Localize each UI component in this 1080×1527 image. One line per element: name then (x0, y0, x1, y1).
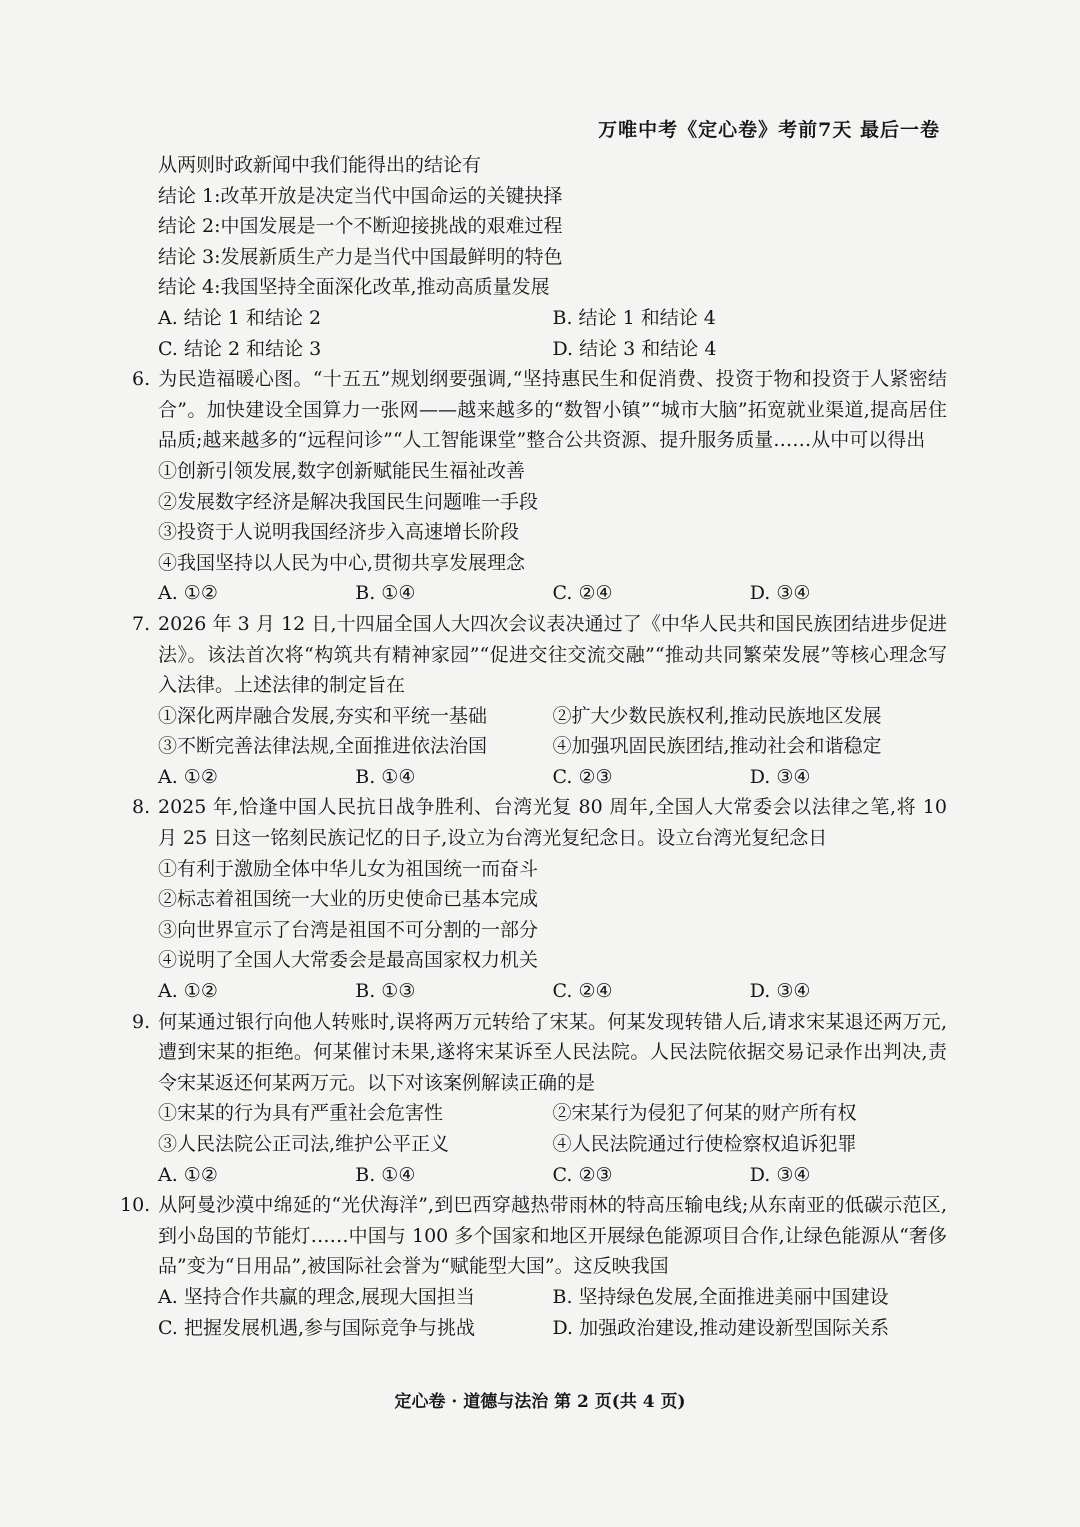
options-row (132, 334, 947, 365)
option-c: C. 把握发展机遇,参与国际竞争与挑战 (158, 1316, 475, 1339)
page-footer: 定心卷 · 道德与法治 第 2 页(共 4 页) (394, 1392, 686, 1412)
question-5 (132, 150, 947, 364)
statements-row (132, 1098, 947, 1129)
question-stem (132, 609, 947, 701)
question-text: 从阿曼沙漠中绵延的“光伏海洋”,到巴西穿越热带雨林的特高压输电线;从东南亚的低碳示范区,到小岛国的节能灯……中国与 100 多个国家和地区开展绿色能源项目合作,让绿色能源从“奢侈品”变为“日用品”,被国际社会誉为“赋能型大国”。这反映我国 (158, 1194, 947, 1278)
exam-content (120, 150, 947, 1343)
statement-item: ②发展数字经济是解决我国民生问题唯一手段 (158, 490, 539, 513)
question-8 (132, 792, 947, 1006)
option-b: B. ①④ (355, 1163, 416, 1186)
options-row (132, 976, 947, 1007)
statement-item: 结论 4:我国坚持全面深化改革,推动高质量发展 (158, 276, 550, 299)
options-row (132, 1160, 947, 1191)
question-stem (132, 364, 947, 456)
statement-item: ①创新引领发展,数字创新赋能民生福祉改善 (158, 459, 526, 482)
option-a: A. 坚持合作共赢的理念,展现大国担当 (158, 1285, 475, 1308)
statements-row (132, 1129, 947, 1160)
option-d: D. ③④ (749, 1163, 811, 1186)
options-row (132, 1313, 947, 1344)
options-row (132, 303, 947, 334)
question-9 (132, 1007, 947, 1191)
question-stem (132, 1007, 947, 1099)
statement-item: ④我国坚持以人民为中心,贯彻共享发展理念 (158, 551, 526, 574)
option-b: B. ①③ (355, 980, 416, 1003)
question-6 (132, 364, 947, 609)
option-d: D. ③④ (749, 980, 811, 1003)
statement-item: ③人民法院公正司法,维护公平正义 (158, 1133, 450, 1155)
question-number: 9. (132, 1010, 151, 1033)
question-text: 为民造福暖心图。“十五五”规划纲要强调,“坚持惠民生和促消费、投资于物和投资于人紧密结合”。加快建设全国算力一张网——越来越多的“数智小镇”“城市大脑”拓宽就业渠道,提高居住品质;越来越多的“远程问诊”“人工智能课堂”整合公共资源、提升服务质量……从中可以得出 (158, 368, 947, 452)
option-c: C. 结论 2 和结论 3 (158, 337, 322, 360)
options-row (132, 578, 947, 609)
option-d: D. ③④ (749, 582, 811, 605)
options-row (132, 762, 947, 793)
option-b: B. 结论 1 和结论 4 (552, 306, 716, 329)
option-b: B. ①④ (355, 765, 416, 788)
option-a: A. ①② (158, 765, 218, 788)
question-number: 10. (120, 1194, 151, 1217)
option-c: C. ②④ (552, 582, 613, 605)
statements-row (132, 701, 947, 732)
option-c: C. ②④ (552, 980, 613, 1003)
statement-item: ②宋某行为侵犯了何某的财产所有权 (552, 1102, 857, 1125)
statement-item: ③投资于人说明我国经济步入高速增长阶段 (158, 521, 520, 544)
question-7 (132, 609, 947, 793)
option-b: B. 坚持绿色发展,全面推进美丽中国建设 (552, 1285, 889, 1308)
statement-item: ③不断完善法律法规,全面推进依法治国 (158, 735, 488, 758)
question-number: 6. (132, 368, 151, 391)
option-c: C. ②③ (552, 765, 613, 788)
page-header: 万唯中考《定心卷》考前7天 最后一卷 (598, 119, 940, 141)
question-text: 2026 年 3 月 12 日,十四届全国人大四次会议表决通过了《中华人民共和国民族团结进步促进法》。该法首次将“构筑共有精神家园”“促进交往交流交融”“推动共同繁荣发展”等核心理念写入法律。上述法律的制定旨在 (158, 612, 947, 697)
statement-item: ①有利于激励全体中华儿女为祖国统一而奋斗 (158, 857, 539, 880)
statement-item: 结论 1:改革开放是决定当代中国命运的关键抉择 (158, 184, 563, 207)
question-stem: 从两则时政新闻中我们能得出的结论有 (158, 154, 482, 176)
option-d: D. 加强政治建设,推动建设新型国际关系 (552, 1316, 890, 1339)
statement-item: 结论 2:中国发展是一个不断迎接挑战的艰难过程 (158, 215, 563, 238)
question-number: 7. (132, 612, 151, 635)
statement-item: ③向世界宣示了台湾是祖国不可分割的一部分 (158, 918, 539, 941)
question-stem (120, 1190, 947, 1282)
option-d: D. 结论 3 和结论 4 (552, 337, 717, 360)
statement-item: ①宋某的行为具有严重社会危害性 (158, 1102, 444, 1125)
question-text: 2025 年,恰逢中国人民抗日战争胜利、台湾光复 80 周年,全国人大常委会以法律之笔,将 10 月 25 日这一铭刻民族记忆的日子,设立为台湾光复纪念日。设立台湾光复纪念日 (158, 796, 947, 850)
statement-item: ②标志着祖国统一大业的历史使命已基本完成 (158, 888, 539, 911)
question-text: 何某通过银行向他人转账时,误将两万元转给了宋某。何某发现转错人后,请求宋某退还两万元,遭到宋某的拒绝。何某催讨未果,遂将宋某诉至人民法院。人民法院依据交易记录作出判决,责令宋某返还何某两万元。以下对该案例解读正确的是 (158, 1010, 947, 1094)
statement-item: ④加强巩固民族团结,推动社会和谐稳定 (552, 735, 882, 758)
statement-item: ②扩大少数民族权利,推动民族地区发展 (552, 704, 882, 727)
option-a: A. ①② (158, 582, 218, 605)
question-10 (120, 1190, 947, 1343)
option-c: C. ②③ (552, 1163, 613, 1186)
statement-item: ④人民法院通过行使检察权追诉犯罪 (552, 1133, 857, 1155)
question-number: 8. (132, 796, 151, 819)
option-a: A. 结论 1 和结论 2 (158, 306, 322, 329)
option-b: B. ①④ (355, 582, 416, 605)
option-a: A. ①② (158, 980, 218, 1003)
options-row (132, 1282, 947, 1313)
statement-item: ①深化两岸融合发展,夯实和平统一基础 (158, 704, 488, 727)
statement-item: ④说明了全国人大常委会是最高国家权力机关 (158, 949, 539, 972)
option-d: D. ③④ (749, 765, 811, 788)
statements-row (132, 731, 947, 762)
option-a: A. ①② (158, 1163, 218, 1186)
question-stem (132, 792, 947, 853)
statement-item: 结论 3:发展新质生产力是当代中国最鲜明的特色 (158, 245, 563, 268)
